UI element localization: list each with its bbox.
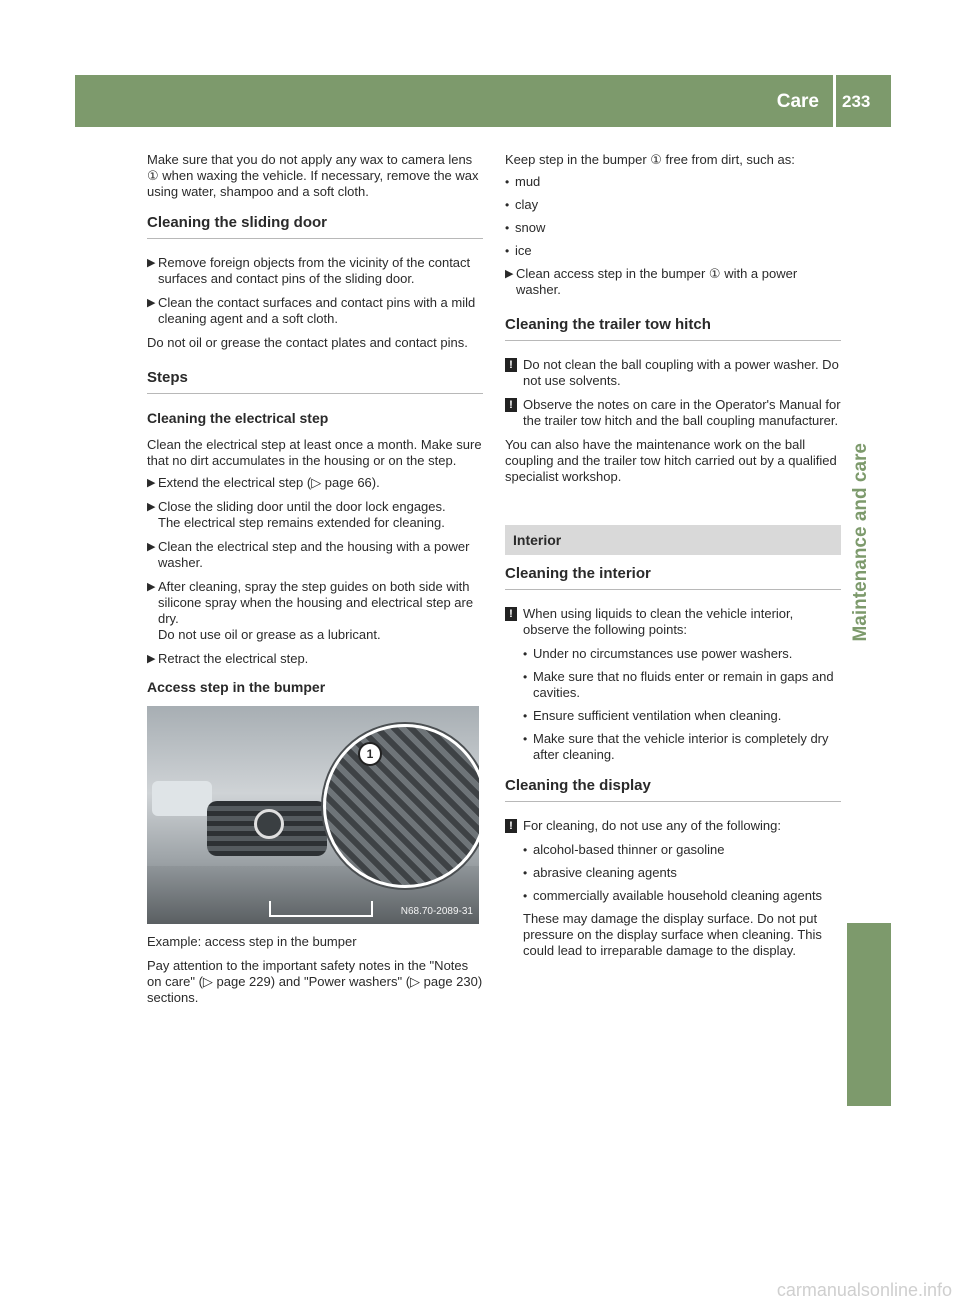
arrow-icon: ▶ bbox=[147, 257, 156, 269]
step-item: ▶ Retract the electrical step. bbox=[147, 651, 309, 666]
warning-icon: ! bbox=[505, 607, 517, 621]
bullet-icon: • bbox=[523, 866, 528, 880]
list-item: • Make sure that the vehicle interior is completely dry after cleaning. bbox=[523, 731, 829, 762]
warning-icon: ! bbox=[505, 358, 517, 372]
trailer-heading: Cleaning the trailer tow hitch bbox=[505, 316, 841, 341]
step-item: ▶ After cleaning, spray the step guides on both side with silicone spray when the housing and electrical step are dry. Do not use oil or grease as a lubricant. bbox=[147, 579, 474, 642]
bullet-icon: • bbox=[523, 670, 528, 684]
warning-item: ! For cleaning, do not use any of the following: bbox=[505, 818, 841, 834]
bullet-icon: • bbox=[505, 198, 510, 212]
right-column bbox=[505, 152, 841, 965]
step-indicator bbox=[269, 901, 373, 917]
list-item: • Make sure that no fluids enter or remain in gaps and cavities. bbox=[523, 669, 834, 700]
step-item: ▶ Clean the contact surfaces and contact pins with a mild cleaning agent and a soft cloth. bbox=[147, 295, 476, 326]
list-item: • Ensure sufficient ventilation when cleaning. bbox=[523, 708, 782, 723]
chapter-label: Maintenance and care bbox=[850, 443, 871, 642]
arrow-icon: ▶ bbox=[147, 501, 156, 513]
bullet-icon: • bbox=[505, 244, 510, 258]
interior-heading: Cleaning the interior bbox=[505, 565, 841, 590]
warning-item: ! When using liquids to clean the vehicle interior, observe the following points: bbox=[505, 606, 841, 638]
bullet-icon: • bbox=[523, 647, 528, 661]
arrow-icon: ▶ bbox=[147, 297, 156, 309]
step-item: ▶ Close the sliding door until the door lock engages. The electrical step remains extended for cleaning. bbox=[147, 499, 446, 530]
bumper-heading: Access step in the bumper bbox=[147, 679, 326, 695]
warning-item: ! Observe the notes on care in the Operator's Manual for the trailer tow hitch and the ball coupling manufacturer. bbox=[505, 397, 841, 429]
list-item: • clay bbox=[505, 197, 539, 212]
step-item: ▶ Extend the electrical step (▷ page 66). bbox=[147, 475, 380, 490]
steps-heading: Steps bbox=[147, 369, 483, 394]
sliding-door-heading: Cleaning the sliding door bbox=[147, 214, 483, 239]
electrical-step-heading: Cleaning the electrical step bbox=[147, 410, 329, 426]
chapter-tab bbox=[842, 143, 891, 1308]
arrow-icon: ▶ bbox=[505, 268, 514, 280]
bullet-icon: • bbox=[505, 221, 510, 235]
bullet-icon: • bbox=[523, 732, 528, 746]
chapter-marker bbox=[847, 923, 891, 1106]
display-heading: Cleaning the display bbox=[505, 777, 841, 802]
arrow-icon: ▶ bbox=[147, 581, 156, 593]
step-item: ▶ Clean the electrical step and the housing with a power washer. bbox=[147, 539, 470, 570]
left-column bbox=[147, 152, 483, 1012]
list-item: • abrasive cleaning agents bbox=[523, 865, 677, 880]
image-reference: N68.70-2089-31 bbox=[400, 906, 473, 917]
warning-item: ! Do not clean the ball coupling with a power washer. Do not use solvents. bbox=[505, 357, 841, 389]
bullet-icon: • bbox=[523, 889, 528, 903]
safety-note: Pay attention to the important safety notes in the "Notes on care" (▷ page 229) and "Power washers" (▷ page 230) sections. bbox=[147, 958, 483, 1005]
list-item: • commercially available household cleaning agents bbox=[523, 888, 823, 903]
bullet-icon: • bbox=[523, 843, 528, 857]
step-result: The electrical step remains extended for cleaning. bbox=[158, 515, 445, 530]
zoom-inset bbox=[323, 724, 479, 888]
header-bar bbox=[75, 75, 891, 127]
header-divider bbox=[833, 75, 836, 127]
list-item: • alcohol-based thinner or gasoline bbox=[523, 842, 725, 857]
section-title: Care bbox=[776, 91, 819, 112]
bumper-intro: Keep step in the bumper ① free from dirt, such as: bbox=[505, 152, 795, 167]
trailer-note: You can also have the maintenance work on the ball coupling and the trailer tow hitch carried out by a qualified specialist workshop. bbox=[505, 437, 837, 484]
brand-emblem bbox=[254, 809, 284, 839]
bullet-icon: • bbox=[523, 709, 528, 723]
arrow-icon: ▶ bbox=[147, 541, 156, 553]
list-item: • ice bbox=[505, 243, 532, 258]
page-number: 233 bbox=[842, 92, 871, 111]
list-item: • Under no circumstances use power washers. bbox=[523, 646, 793, 661]
warning-icon: ! bbox=[505, 819, 517, 833]
step-item: ▶ Remove foreign objects from the vicinity of the contact surfaces and contact pins of the sliding door. bbox=[147, 255, 471, 286]
photo-caption: Example: access step in the bumper bbox=[147, 934, 357, 949]
electrical-step-intro: Clean the electrical step at least once a month. Make sure that no dirt accumulates in the housing or on the step. bbox=[147, 437, 482, 468]
bullet-icon: • bbox=[505, 175, 510, 189]
intro-paragraph: Make sure that you do not apply any wax to camera lens ① when waxing the vehicle. If necessary, remove the wax using water, shampoo and a soft cloth. bbox=[147, 152, 479, 199]
watermark: carmanualsonline.info bbox=[776, 1280, 952, 1300]
list-item: • mud bbox=[505, 174, 541, 189]
arrow-icon: ▶ bbox=[147, 653, 156, 665]
bumper-photo bbox=[147, 706, 479, 924]
headlamp bbox=[152, 781, 212, 816]
display-note: These may damage the display surface. Do not put pressure on the display surface when cleaning. This could lead to irreparable damage to the display. bbox=[523, 911, 822, 958]
step-item: ▶ Clean access step in the bumper ① with a power washer. bbox=[505, 266, 798, 297]
warning-icon: ! bbox=[505, 398, 517, 412]
sliding-door-note: Do not oil or grease the contact plates and contact pins. bbox=[147, 335, 468, 350]
interior-box-label: Interior bbox=[513, 532, 562, 548]
arrow-icon: ▶ bbox=[147, 477, 156, 489]
step-note: Do not use oil or grease as a lubricant. bbox=[158, 627, 381, 642]
list-item: • snow bbox=[505, 220, 546, 235]
interior-section-box bbox=[505, 525, 841, 555]
callout-marker: 1 bbox=[358, 742, 382, 766]
